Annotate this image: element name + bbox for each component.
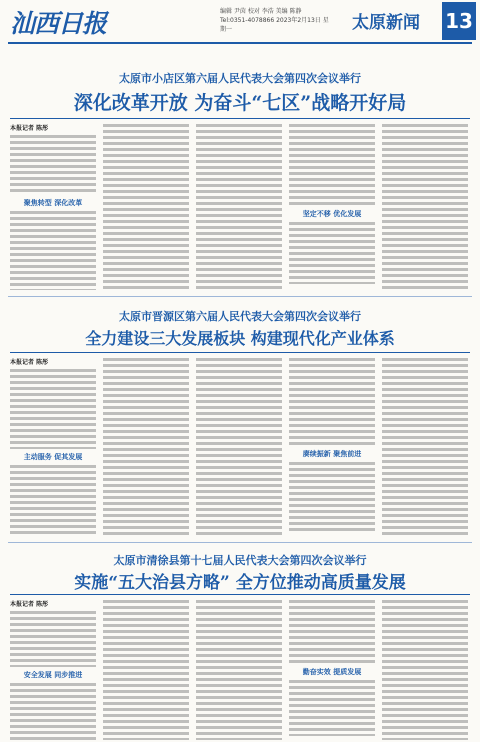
article-subhead: 主动服务 促其发展 bbox=[23, 453, 83, 461]
contact-date-line: Tel:0351-4078866 2023年2月13日 星期一 bbox=[220, 17, 329, 33]
page-number-badge: 13 bbox=[442, 2, 476, 40]
body-text bbox=[10, 369, 96, 449]
body-text bbox=[103, 124, 189, 290]
headline-rule bbox=[10, 118, 470, 119]
body-text bbox=[196, 358, 282, 538]
article-headline: 全力建设三大发展板块 构建现代化产业体系 bbox=[85, 329, 395, 348]
article-headline: 实施“五大治县方略” 全方位推动高质量发展 bbox=[74, 573, 406, 593]
article-xiaodian bbox=[10, 60, 470, 290]
body-text bbox=[382, 358, 468, 538]
article-column-3 bbox=[196, 124, 282, 290]
article-qingxu bbox=[10, 546, 470, 740]
body-text bbox=[103, 358, 189, 538]
article-subhead: 聚焦转型 深化改革 bbox=[23, 199, 83, 207]
article-separator bbox=[8, 296, 472, 297]
body-text bbox=[10, 683, 96, 740]
article-subtitle: 太原市小店区第六届人民代表大会第四次会议举行 bbox=[119, 72, 361, 85]
body-text bbox=[10, 211, 96, 290]
article-separator bbox=[8, 542, 472, 543]
body-text bbox=[289, 124, 375, 206]
article-column-5 bbox=[382, 358, 468, 538]
article-column-1 bbox=[10, 124, 96, 290]
body-text bbox=[196, 124, 282, 290]
article-subhead: 勤奋实效 提质发展 bbox=[302, 668, 362, 676]
article-column-2 bbox=[103, 124, 189, 290]
headline-rule bbox=[10, 352, 470, 353]
article-column-1 bbox=[10, 600, 96, 740]
editor-info bbox=[220, 7, 330, 34]
article-subhead: 坚定不移 优化发展 bbox=[302, 210, 362, 218]
body-text bbox=[10, 135, 96, 195]
body-text bbox=[289, 680, 375, 736]
body-text bbox=[289, 222, 375, 284]
masthead-rule bbox=[8, 42, 472, 44]
newspaper-logo: 汕西日报 bbox=[10, 9, 107, 38]
article-byline: 本报记者 陈彤 bbox=[10, 601, 49, 608]
body-text bbox=[289, 358, 375, 446]
article-column-4 bbox=[289, 600, 375, 740]
article-column-5 bbox=[382, 600, 468, 740]
body-text bbox=[289, 600, 375, 664]
article-column-5 bbox=[382, 124, 468, 290]
article-subtitle: 太原市晋源区第六届人民代表大会第四次会议举行 bbox=[119, 310, 361, 323]
masthead bbox=[0, 0, 480, 44]
body-text bbox=[289, 462, 375, 532]
body-text bbox=[382, 600, 468, 740]
article-column-2 bbox=[103, 600, 189, 740]
headline-rule bbox=[10, 594, 470, 595]
article-column-3 bbox=[196, 358, 282, 538]
body-text bbox=[103, 600, 189, 740]
article-byline: 本报记者 陈彤 bbox=[10, 125, 49, 132]
body-text bbox=[196, 600, 282, 740]
article-column-4 bbox=[289, 124, 375, 290]
section-title: 太原新闻 bbox=[352, 13, 420, 33]
editor-line: 编辑 尹茵 校对 李浩 美编 陈静 bbox=[220, 8, 302, 15]
article-column-3 bbox=[196, 600, 282, 740]
article-subhead: 安全发展 同步推进 bbox=[23, 671, 83, 679]
article-byline: 本报记者 陈彤 bbox=[10, 359, 49, 366]
body-text bbox=[10, 465, 96, 535]
article-column-2 bbox=[103, 358, 189, 538]
body-text bbox=[10, 611, 96, 667]
article-headline: 深化改革开放 为奋斗“七区”战略开好局 bbox=[73, 92, 407, 114]
article-jinyuan bbox=[10, 300, 470, 540]
article-column-4 bbox=[289, 358, 375, 538]
article-column-1 bbox=[10, 358, 96, 538]
article-subtitle: 太原市清徐县第十七届人民代表大会第四次会议举行 bbox=[113, 554, 367, 567]
body-text bbox=[382, 124, 468, 290]
article-subhead: 赓续振新 聚焦前进 bbox=[302, 450, 362, 458]
